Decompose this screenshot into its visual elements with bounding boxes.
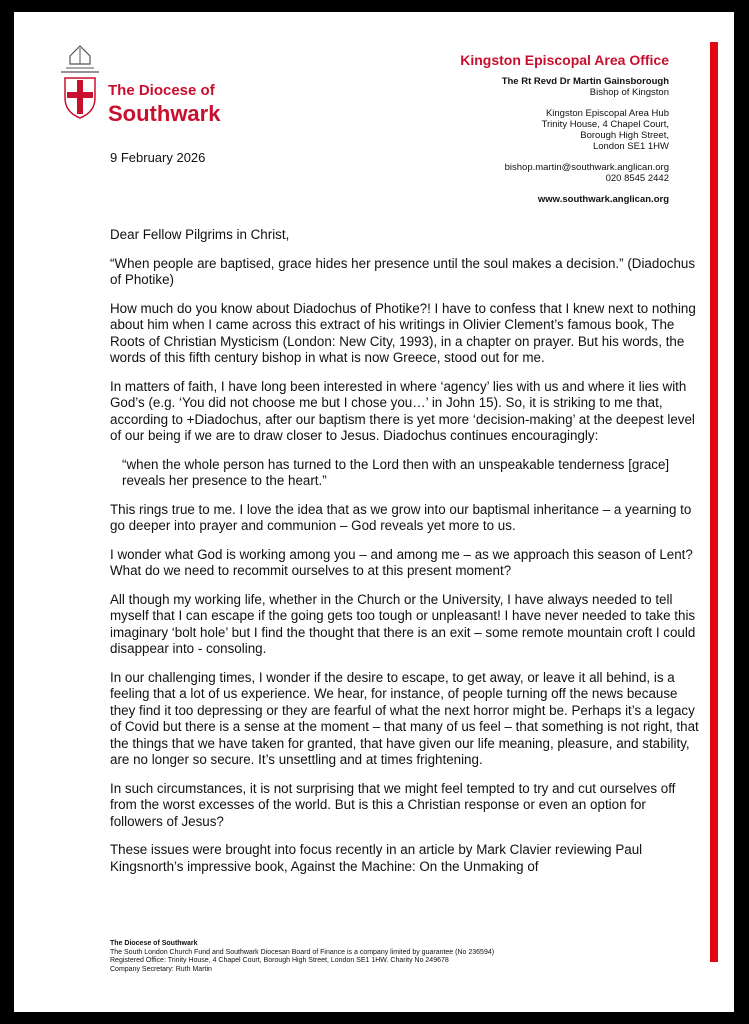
paragraph: I wonder what God is working among you – and among me – as we approach this season of Lent? What do we need to recommit ourselves to at this present moment? (110, 546, 693, 578)
paragraph: These issues were brought into focus recently in an article by Mark Clavier reviewing Paul Kingsnorth’s impressive book, Against the Machine: On the Unmaking of (110, 842, 643, 874)
bishop-role: Bishop of Kingston (589, 87, 669, 98)
address-line: London SE1 1HW (592, 141, 669, 152)
footer-line: Company Secretary: Ruth Martin (110, 965, 212, 973)
letter-body (110, 227, 700, 887)
quote-paragraph: “when the whole person has turned to the Lord then with an unspeakable tenderness [grace] reveals her presence to the heart.” (122, 456, 670, 488)
email-link[interactable]: bishop.martin@southwark.anglican.org (504, 162, 669, 173)
address-line: Kingston Episcopal Area Hub (545, 108, 669, 119)
address-line: Trinity House, 4 Chapel Court, (541, 119, 669, 130)
website-link[interactable]: www.southwark.anglican.org (537, 194, 669, 205)
phone-number: 020 8545 2442 (605, 173, 669, 184)
paragraph: In matters of faith, I have long been interested in where ‘agency’ lies with us and where it lies with God’s (e.g. ‘You did not choose me but I chose you…’ in John 15). So, it is striking to me that, according to +Diadochus, after our baptism there is yet more ‘decision-making’ at the deepest level of our being if we are to draw closer to Jesus. Diadochus continues encouragingly: (110, 378, 695, 443)
logo-text-line2: Southwark (108, 101, 221, 126)
paragraph: All though my working life, whether in the Church or the University, I have always needed to tell myself that I can escape if the going gets too tough or unpleasant! I have never needed to take this imaginary ‘bolt hole’ but I find the thought that there is an exit – some remote mountain croft I could disappear into - consoling. (110, 591, 696, 656)
paragraph: In our challenging times, I wonder if the desire to escape, to get away, or leave it all behind, is a feeling that a lot of us experience. We hear, for instance, of people turning off the news because they find it too depressing or they are fearful of what the next horror might be. Perhaps it’s a legacy of Covid but there is a sense at the moment – that many of us feel – that something is not right, that the things that we have taken for granted, that have given our life meaning, pleasure, and stability, are no longer so secure. It’s unsettling and at times frightening. (110, 669, 699, 767)
footer (110, 940, 494, 974)
logo-text-line1: The Diocese of (108, 82, 215, 99)
footer-line: The South London Church Fund and Southwark Diocesan Board of Finance is a company limited by guarantee (No 236594) (110, 948, 495, 956)
mitre-shield-icon (56, 42, 104, 120)
salutation: Dear Fellow Pilgrims in Christ, (110, 227, 290, 242)
office-title: Kingston Episcopal Area Office (460, 52, 669, 68)
paragraph: How much do you know about Diadochus of Photike?! I have to confess that I knew next to nothing about him when I came across this extract of his writings in Olivier Clement’s famous book, The Roots of Christian Mysticism (London: New City, 1993), in a chapter on prayer. But his words, the words of this fifth century bishop in what is now Greece, stood out for me. (110, 300, 696, 365)
footer-org: The Diocese of Southwark (110, 940, 198, 947)
address-line: Borough High Street, (580, 130, 669, 141)
letter-date: 9 February 2026 (110, 150, 206, 165)
letter-page (14, 12, 734, 1012)
paragraph: “When people are baptised, grace hides her presence until the soul makes a decision.” (Diadochus of Photike) (110, 255, 696, 287)
paragraph: This rings true to me. I love the idea that as we grow into our baptismal inheritance – a yearning to go deeper into prayer and communion – God reveals yet more to us. (110, 501, 692, 533)
paragraph: In such circumstances, it is not surprising that we might feel tempted to try and cut ourselves off from the worst excesses of the world. But is this a Christian response or even an option for followers of Jesus? (110, 780, 676, 829)
office-block (460, 52, 669, 205)
bishop-name: The Rt Revd Dr Martin Gainsborough (501, 76, 669, 87)
red-margin-bar (710, 42, 718, 962)
diocese-logo (56, 42, 266, 132)
footer-line: Registered Office: Trinity House, 4 Chapel Court, Borough High Street, London SE1 1HW. Charity No 249678 (110, 957, 449, 964)
